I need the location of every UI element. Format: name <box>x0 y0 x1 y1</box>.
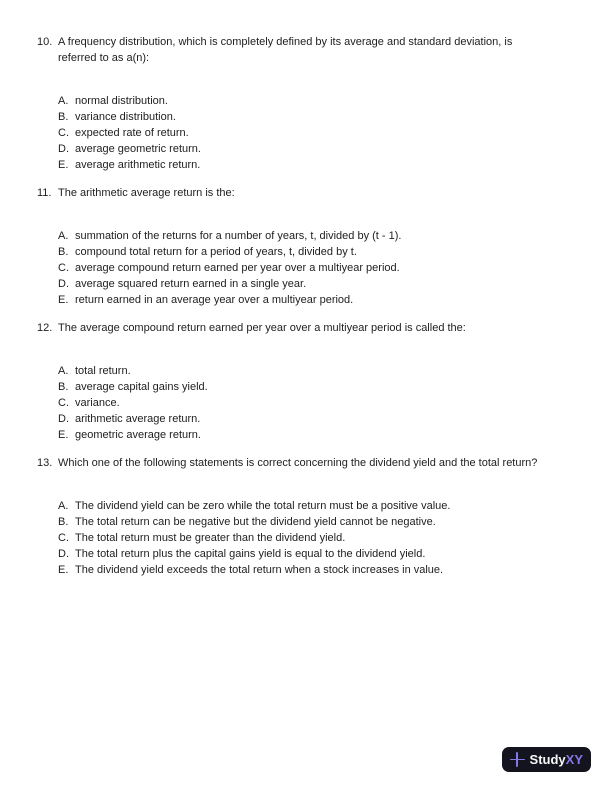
options-list <box>58 363 576 443</box>
question-stem: A frequency distribution, which is completely defined by its average and standard deviation, is referred to as a(n): <box>58 36 513 64</box>
option-letter: E. <box>58 429 69 441</box>
answer-option <box>58 292 576 308</box>
question-block-13 <box>37 455 576 578</box>
questions-area <box>37 34 576 578</box>
answer-option <box>58 546 576 562</box>
option-text: average arithmetic return. <box>75 159 201 171</box>
studyxy-logo <box>502 747 591 772</box>
question-number: 10. <box>37 36 53 48</box>
option-letter: C. <box>58 127 69 139</box>
answer-option <box>58 244 576 260</box>
option-letter: C. <box>58 397 69 409</box>
question-block-12 <box>37 320 576 443</box>
question-stem-row <box>37 320 576 336</box>
option-letter: A. <box>58 500 69 512</box>
option-letter: B. <box>58 516 69 528</box>
option-text: expected rate of return. <box>75 127 189 139</box>
answer-option <box>58 93 576 109</box>
option-letter: E. <box>58 564 69 576</box>
option-text: variance. <box>75 397 120 409</box>
answer-option <box>58 276 576 292</box>
option-text: The dividend yield exceeds the total return when a stock increases in value. <box>75 564 444 576</box>
question-block-10 <box>37 34 576 173</box>
option-text: normal distribution. <box>75 95 168 107</box>
option-text: The total return must be greater than the dividend yield. <box>75 532 346 544</box>
answer-option <box>58 411 576 427</box>
option-letter: D. <box>58 278 69 290</box>
option-text: return earned in an average year over a multiyear period. <box>75 294 354 306</box>
answer-option <box>58 157 576 173</box>
question-block-11 <box>37 185 576 308</box>
option-letter: B. <box>58 246 69 258</box>
option-text: average squared return earned in a single year. <box>75 278 307 290</box>
answer-option <box>58 395 576 411</box>
option-letter: E. <box>58 294 69 306</box>
answer-option <box>58 109 576 125</box>
option-letter: A. <box>58 95 69 107</box>
answer-option <box>58 363 576 379</box>
answer-option <box>58 379 576 395</box>
option-text: summation of the returns for a number of years, t, divided by (t - 1). <box>75 230 402 242</box>
answer-option <box>58 125 576 141</box>
option-text: compound total return for a period of years, t, divided by t. <box>75 246 357 258</box>
option-text: variance distribution. <box>75 111 176 123</box>
answer-option <box>58 141 576 157</box>
answer-option <box>58 228 576 244</box>
brand-name <box>530 747 583 772</box>
option-letter: E. <box>58 159 69 171</box>
question-stem: The average compound return earned per year over a multiyear period is called the: <box>58 322 466 334</box>
answer-option <box>58 260 576 276</box>
option-text: average capital gains yield. <box>75 381 208 393</box>
question-stem: The arithmetic average return is the: <box>58 187 235 199</box>
question-stem-row <box>37 455 576 471</box>
brand-name-accent: XY <box>565 752 583 767</box>
option-letter: A. <box>58 365 69 377</box>
option-letter: C. <box>58 532 69 544</box>
answer-option <box>58 498 576 514</box>
option-text: geometric average return. <box>75 429 201 441</box>
option-text: The total return plus the capital gains yield is equal to the dividend yield. <box>75 548 426 560</box>
option-letter: C. <box>58 262 69 274</box>
option-text: arithmetic average return. <box>75 413 201 425</box>
option-letter: D. <box>58 548 69 560</box>
answer-option <box>58 514 576 530</box>
options-list <box>58 498 576 578</box>
option-text: average compound return earned per year over a multiyear period. <box>75 262 400 274</box>
answer-option <box>58 530 576 546</box>
option-text: The dividend yield can be zero while the total return must be a positive value. <box>75 500 451 512</box>
answer-option <box>58 562 576 578</box>
question-number: 13. <box>37 457 53 469</box>
option-letter: D. <box>58 413 69 425</box>
plus-icon <box>510 752 525 767</box>
option-letter: B. <box>58 381 69 393</box>
option-letter: A. <box>58 230 69 242</box>
question-number: 11. <box>37 187 52 199</box>
question-stem: Which one of the following statements is correct concerning the dividend yield and the total return? <box>58 457 538 469</box>
question-number: 12. <box>37 322 53 334</box>
question-stem-row <box>37 34 576 66</box>
option-letter: B. <box>58 111 69 123</box>
option-letter: D. <box>58 143 69 155</box>
option-text: average geometric return. <box>75 143 201 155</box>
options-list <box>58 228 576 308</box>
option-text: total return. <box>75 365 131 377</box>
answer-option <box>58 427 576 443</box>
options-list <box>58 93 576 173</box>
question-stem-row <box>37 185 576 201</box>
brand-name-primary: Study <box>529 752 566 767</box>
option-text: The total return can be negative but the dividend yield cannot be negative. <box>75 516 436 528</box>
